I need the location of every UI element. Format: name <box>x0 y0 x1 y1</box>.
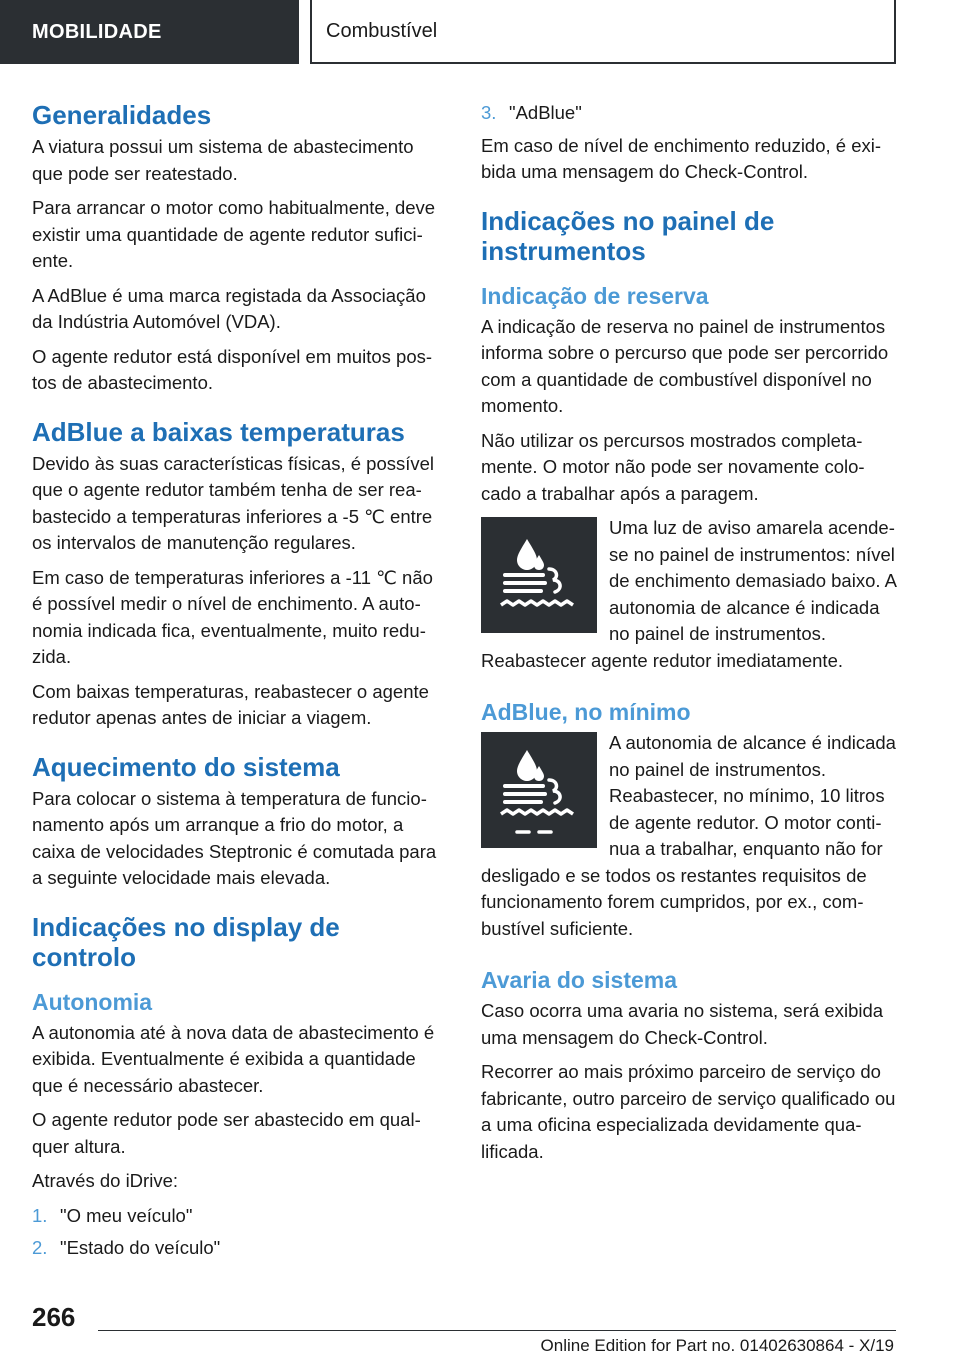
paragraph-with-icon <box>481 515 897 674</box>
subheading-reserva: Indicação de reserva <box>481 282 709 309</box>
paragraph-text: Uma luz de aviso amarela acende-se no painel de instrumentos: nível de enchimento demasiado baixo. A autonomia de alcance é indicada no painel de instrumentos. Reabastecer agente redutor imediatamente. <box>481 517 896 671</box>
paragraph: Em caso de nível de enchimento reduzido, é exibida uma mensagem do Check-Control. <box>481 134 882 182</box>
chapter-tab: Combustível <box>310 0 896 64</box>
paragraph: A AdBlue é uma marca registada da Associação da Indústria Automóvel (VDA). <box>32 284 426 332</box>
paragraph-with-icon <box>481 730 897 942</box>
paragraph: A indicação de reserva no painel de instrumentos informa sobre o percurso que pode ser percorrido com a quantidade de combustível disponível no momento. <box>481 315 889 416</box>
list-number: 2. <box>32 1237 48 1258</box>
list-text: "AdBlue" <box>509 102 582 123</box>
subheading-avaria: Avaria do sistema <box>481 967 678 993</box>
paragraph: Com baixas temperaturas, reabastecer o agente redutor apenas antes de iniciar a viagem. <box>32 680 429 728</box>
adblue-reserve-icon <box>481 517 597 633</box>
heading-generalidades: Generalidades <box>32 100 212 130</box>
list-text: "Estado do veículo" <box>60 1237 221 1258</box>
paragraph: Não utilizar os percursos mostrados completamente. O motor não pode ser novamente colocado a trabalhar após a paragem. <box>481 429 865 504</box>
paragraph-text: A autonomia de alcance é indicada no painel de instrumentos. Reabastecer, no mínimo, 10 litros de agente redutor. O motor continua a trabalhar, enquanto não for desligado e se todos os restantes requisitos de funcionamento forem cumpridos, por ex., combustível suficiente. <box>481 732 896 939</box>
footer-divider <box>98 1330 896 1331</box>
page-number: 266 <box>32 1302 76 1332</box>
adblue-minimum-icon-graphic <box>481 732 597 848</box>
paragraph: Devido às suas características físicas, é possível que o agente redutor também tenha de ser reabastecido a temperaturas inferiores a -5 ℃ entre os intervalos de manutenção regulares. <box>32 452 435 553</box>
list-number: 3. <box>481 102 497 123</box>
paragraph: Caso ocorra uma avaria no sistema, será exibida uma mensagem do Check-Control. <box>481 1000 884 1048</box>
left-column <box>32 100 448 1268</box>
list-item <box>32 1235 448 1262</box>
paragraph: A autonomia até à nova data de abastecimento é exibida. Eventualmente é exibida a quantidade que é necessário abastecer. <box>32 1021 435 1096</box>
subheading-adblue-minimo: AdBlue, no mínimo <box>481 699 691 725</box>
paragraph: O agente redutor pode ser abastecido em qualquer altura. <box>32 1109 421 1157</box>
paragraph: Em caso de temperaturas inferiores a -11 ℃ não é possível medir o nível de enchimento. A autonomia indicada fica, eventualmente, muito reduzida. <box>32 566 433 667</box>
subheading-autonomia: Autonomia <box>32 988 153 1015</box>
list-item <box>481 100 897 127</box>
adblue-minimum-icon <box>481 732 597 848</box>
paragraph: Para colocar o sistema à temperatura de funcionamento após um arranque a frio do motor, a caixa de velocidades Steptronic é comutada para a seguinte velocidade mais elevada. <box>32 787 437 888</box>
page-footer <box>0 1296 960 1362</box>
paragraph: Através do iDrive: <box>32 1170 178 1191</box>
right-column <box>481 100 897 1173</box>
edition-text: Online Edition for Part no. 01402630864 - X/19 <box>540 1336 894 1355</box>
adblue-reserve-icon-graphic <box>481 517 597 633</box>
list-number: 1. <box>32 1204 48 1226</box>
paragraph: Recorrer ao mais próximo parceiro de serviço do fabricante, outro parceiro de serviço qualificado ou a uma oficina especializada devidamente qualificada. <box>481 1061 896 1162</box>
list-item <box>32 1203 448 1230</box>
heading-baixas-temperaturas: AdBlue a baixas temperaturas <box>32 416 405 447</box>
heading-display-controlo: Indicações no display de controlo <box>32 911 340 972</box>
paragraph: A viatura possui um sistema de abastecimento que pode ser reatestado. <box>32 136 414 184</box>
page-header <box>0 0 960 66</box>
list-text: "O meu veículo" <box>60 1204 193 1226</box>
heading-aquecimento: Aquecimento do sistema <box>32 751 340 782</box>
heading-painel-instrumentos: Indicações no painel de instrumentos <box>481 205 775 266</box>
paragraph: O agente redutor está disponível em muitos postos de abastecimento. <box>32 345 433 393</box>
section-tab: MOBILIDADE <box>0 0 299 64</box>
paragraph: Para arrancar o motor como habitualmente, deve existir uma quantidade de agente redutor suficiente. <box>32 197 436 271</box>
